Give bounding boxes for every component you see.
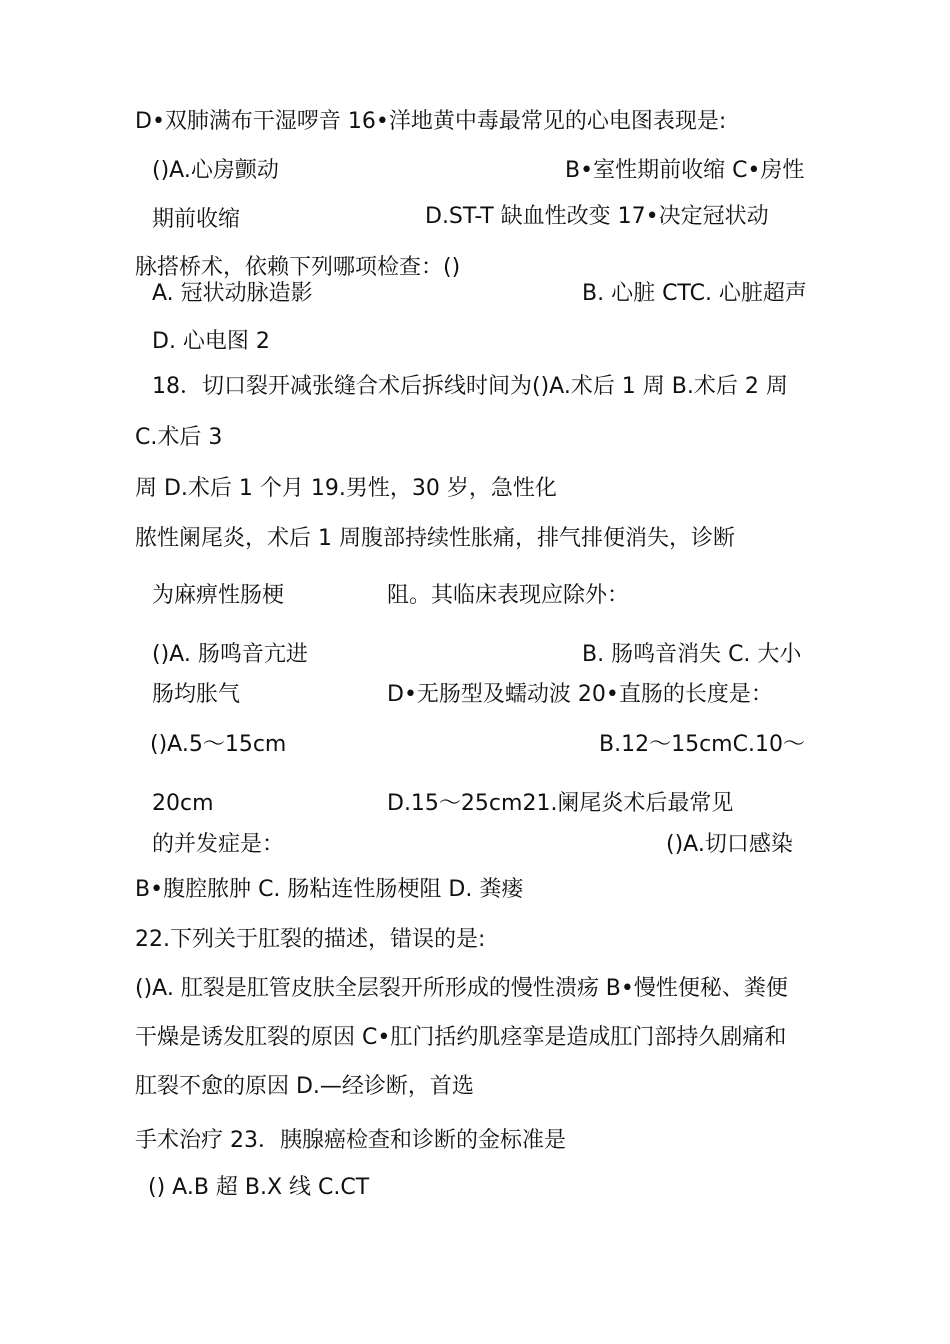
- text-line: B•室性期前收缩 C•房性: [565, 158, 805, 183]
- text-line: 的并发症是：: [152, 832, 285, 857]
- text-line: 18．切口裂开减张缝合术后拆线时间为()A.术后 1 周 B.术后 2 周: [152, 374, 788, 399]
- text-line: B. 心脏 CTC. 心脏超声: [582, 281, 807, 306]
- text-line: ()A. 肛裂是肛管皮肤全层裂开所形成的慢性溃疡 B•慢性便秘、粪便: [135, 976, 788, 1001]
- text-line: ()A. 肠鸣音亢进: [152, 642, 308, 667]
- text-line: D•无肠型及蠕动波 20•直肠的长度是：: [387, 682, 773, 707]
- text-line: 手术治疗 23．胰腺癌检查和诊断的金标准是: [135, 1128, 566, 1153]
- text-line: ()A.5〜15cm: [150, 732, 287, 757]
- text-line: B•腹腔脓肿 C. 肠粘连性肠梗阻 D. 粪瘘: [135, 877, 524, 902]
- text-line: D.ST-T 缺血性改变 17•决定冠状动: [425, 204, 769, 229]
- text-line: 周 D.术后 1 个月 19.男性，30 岁，急性化: [135, 476, 557, 501]
- text-line: ()A.切口感染: [666, 832, 793, 857]
- text-line: 为麻痹性肠梗: [152, 583, 285, 608]
- text-line: B.12〜15cmC.10〜: [599, 732, 805, 757]
- text-line: D. 心电图 2: [152, 329, 270, 354]
- text-line: B. 肠鸣音消失 C. 大小: [582, 642, 802, 667]
- text-line: 20cm: [152, 791, 214, 816]
- text-line: 阻。其临床表现应除外：: [387, 583, 630, 608]
- text-line: ()A.心房颤动: [152, 158, 279, 183]
- text-line: A. 冠状动脉造影: [152, 281, 313, 306]
- text-line: 脉搭桥术，依赖下列哪项检查：(): [135, 255, 461, 280]
- text-line: D•双肺满布干湿啰音 16•洋地黄中毒最常见的心电图表现是:: [135, 109, 727, 134]
- text-line: 脓性阑尾炎，术后 1 周腹部持续性胀痛，排气排便消失，诊断: [135, 526, 735, 551]
- text-line: () A.B 超 B.X 线 C.CT: [148, 1175, 370, 1200]
- text-line: 肛裂不愈的原因 D.—经诊断，首选: [135, 1074, 474, 1099]
- text-line: C.术后 3: [135, 425, 223, 450]
- text-line: 肠均胀气: [152, 682, 241, 707]
- text-line: D.15〜25cm21.阑尾炎术后最常见: [387, 791, 734, 816]
- text-line: 期前收缩: [152, 207, 241, 232]
- text-line: 干燥是诱发肛裂的原因 C•肛门括约肌痉挛是造成肛门部持久剧痛和: [135, 1025, 787, 1050]
- text-line: 22.下列关于肛裂的描述，错误的是:: [135, 927, 486, 952]
